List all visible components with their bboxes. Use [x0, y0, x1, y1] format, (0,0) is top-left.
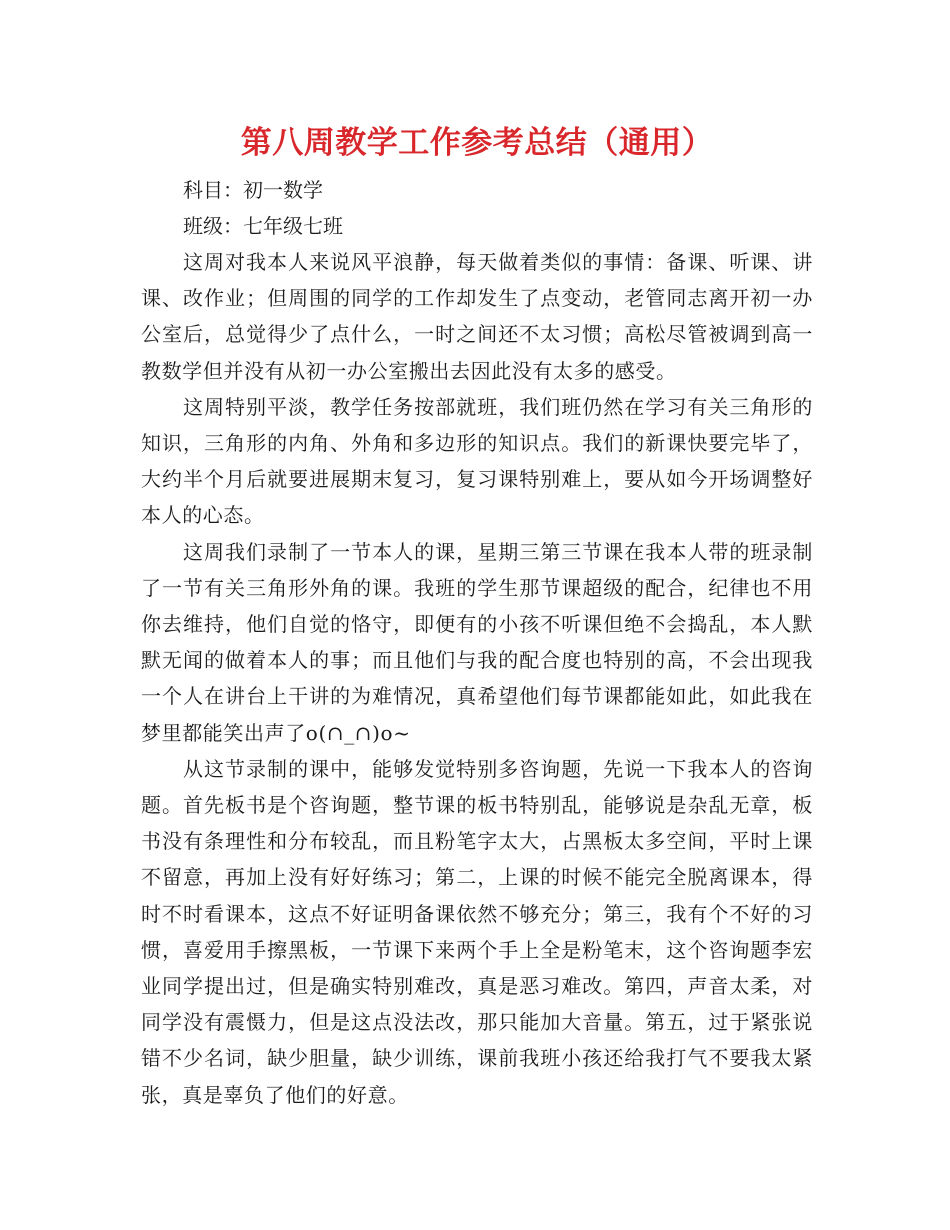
- paragraph-2: 这周特别平淡，教学任务按部就班，我们班仍然在学习有关三角形的知识，三角形的内角、外角和多边形的知识点。我们的新课快要完毕了，大约半个月后就要进展期末复习，复习课特别难上，要从如今开场调整好本人的心态。: [141, 394, 813, 528]
- paragraph-1: 这周对我本人来说风平浪静，每天做着类似的事情：备课、听课、讲课、改作业；但周围的同学的工作却发生了点变动，老管同志离开初一办公室后，总觉得少了点什么，一时之间还不太习惯；高松尽管被调到高一教数学但并没有从初一办公室搬出去因此没有太多的感受。: [141, 250, 813, 383]
- paragraph-3: 这周我们录制了一节本人的课，星期三第三节课在我本人带的班录制了一节有关三角形外角的课。我班的学生那节课超级的配合，纪律也不用你去维持，他们自觉的恪守，即便有的小孩不听课但绝不会捣乱，本人默默无闻的做着本人的事；而且他们与我的配合度也特别的高，不会出现我一个人在讲台上干讲的为难情况，真希望他们每节课都能如此，如此我在梦里都能笑出声了o(∩_∩)o~: [141, 539, 813, 745]
- paragraph-4: 从这节录制的课中，能够发觉特别多咨询题，先说一下我本人的咨询题。首先板书是个咨询题，整节课的板书特别乱，能够说是杂乱无章，板书没有条理性和分布较乱，而且粉笔字太大，占黑板太多空间，平时上课不留意，再加上没有好好练习；第二，上课的时候不能完全脱离课本，得时不时看课本，这点不好证明备课依然不够充分；第三，我有个不好的习惯，喜爱用手擦黑板，一节课下来两个手上全是粉笔末，这个咨询题李宏业同学提出过，但是确实特别难改，真是恶习难改。第四，声音太柔，对同学没有震慑力，但是这点没法改，那只能加大音量。第五，过于紧张说错不少名词，缺少胆量，缺少训练，课前我班小孩还给我打气不要我太紧张，真是辜负了他们的好意。: [141, 756, 813, 1107]
- class-line: 班级：七年级七班: [183, 214, 343, 238]
- document-body: [141, 120, 813, 1113]
- subject-line: 科目：初一数学: [183, 178, 323, 202]
- document-title: 第八周教学工作参考总结（通用）: [240, 125, 714, 161]
